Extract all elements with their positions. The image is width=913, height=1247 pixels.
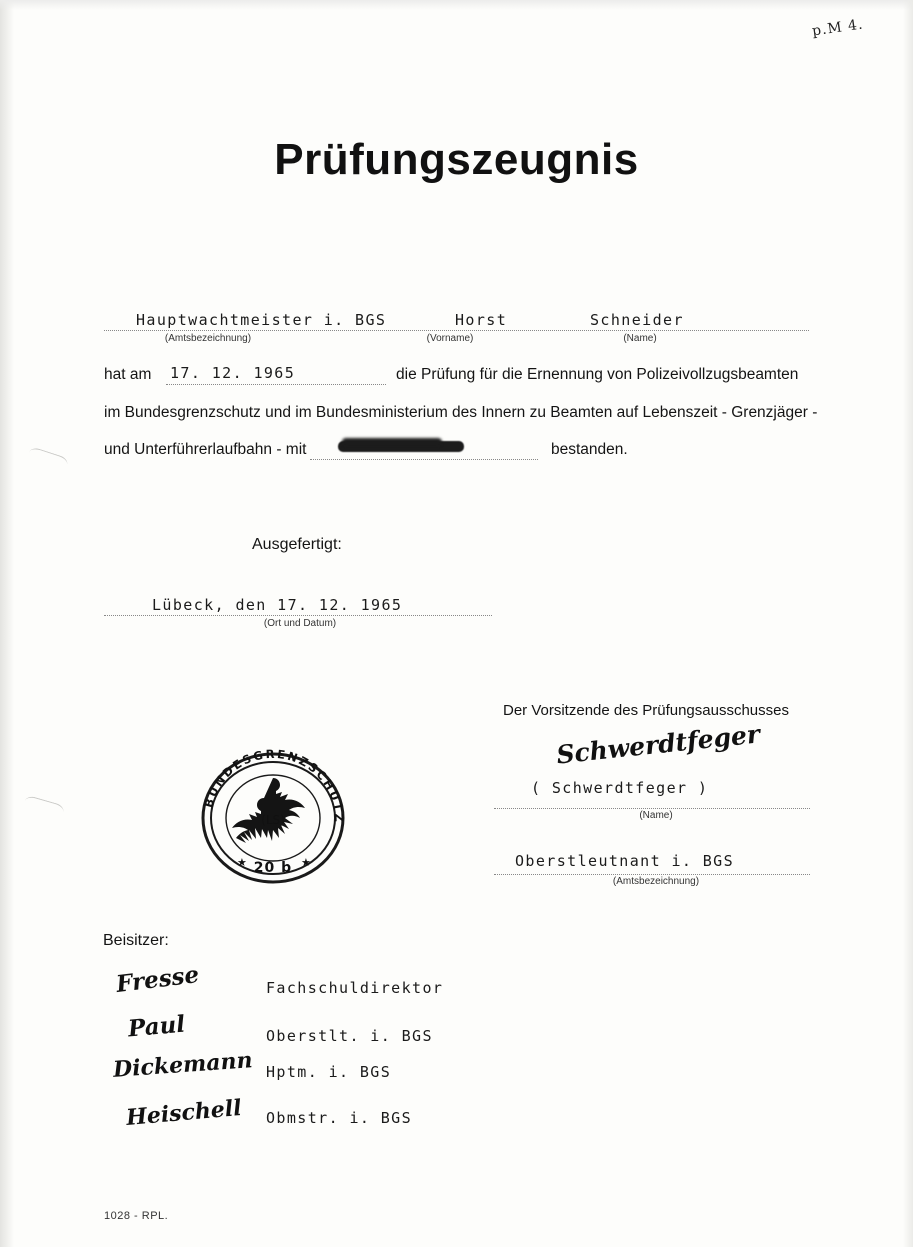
exam-date-value: 17. 12. 1965 [170,364,296,382]
first-name-value: Horst [455,311,508,329]
pencil-arc-mark [27,446,69,471]
assessor-role-2: Oberstlt. i. BGS [266,1027,433,1045]
grade-rule [310,459,538,460]
chairman-heading: Der Vorsitzende des Prüfungsausschusses [503,702,789,719]
exam-date-rule [166,384,386,385]
svg-text:★: ★ [301,856,311,869]
caption-ort-und-datum: (Ort und Datum) [263,618,337,629]
body-line1-prefix: hat am [104,366,152,383]
assessor-signature-3: Dickemann [112,1047,254,1083]
body-line2: im Bundesgrenzschutz und im Bundesministerium des Innern zu Beamten auf Lebenszeit - Grenzjäger - [104,404,818,421]
rank-value: Hauptwachtmeister i. BGS [136,311,387,329]
assessor-role-1: Fachschuldirektor [266,979,444,997]
scan-edge-left [0,0,14,1247]
assessor-signature-2: Paul [126,1010,187,1043]
page-title: Prüfungszeugnis [274,135,639,184]
scan-edge-top [0,0,913,10]
pencil-arc-mark [23,795,65,819]
caption-name: (Name) [623,333,657,344]
chairman-name-rule [494,808,810,809]
caption-chairman-name: (Name) [639,810,673,821]
caption-amtsbezeichnung: (Amtsbezeichnung) [164,333,252,344]
body-line3-prefix: und Unterführerlaufbahn - mit [104,441,307,458]
body-line1-suffix: die Prüfung für die Ernennung von Polizeivollzugsbeamten [396,366,799,383]
assessors-label: Beisitzer: [103,932,169,949]
form-code: 1028 - RPL. [104,1210,169,1222]
svg-text:BUNDESGRENZSCHUTZ: BUNDESGRENZSCHUTZ [201,746,347,825]
assessor-signature-4: Heischell [125,1095,243,1131]
name-row-rule [104,330,809,331]
issue-label: Ausgefertigt: [252,536,342,553]
caption-chairman-rank: (Amtsbezeichnung) [612,876,700,887]
place-date-rule [104,615,492,616]
chairman-rank-rule [494,874,810,875]
body-line3-suffix: bestanden. [551,441,628,458]
handwritten-corner-annotation: p.M 4. [811,16,865,40]
last-name-value: Schneider [590,311,684,329]
caption-vorname: (Vorname) [426,333,474,344]
chairman-name-value: ( Schwerdtfeger ) [531,779,709,797]
svg-text:20 b: 20 b [253,860,293,876]
svg-text:(LS): (LS) [261,813,285,827]
chairman-rank-value: Oberstleutnant i. BGS [515,852,735,870]
assessor-role-4: Obmstr. i. BGS [266,1109,413,1127]
place-and-date-value: Lübeck, den 17. 12. 1965 [152,596,403,614]
svg-text:★: ★ [237,856,247,869]
official-seal [193,742,353,890]
assessor-role-3: Hptm. i. BGS [266,1063,392,1081]
assessor-signature-1: Fresse [114,961,201,998]
scan-edge-right [903,0,913,1247]
chairman-signature: Schwerdtfeger [555,719,762,770]
redacted-grade-value [338,441,464,452]
